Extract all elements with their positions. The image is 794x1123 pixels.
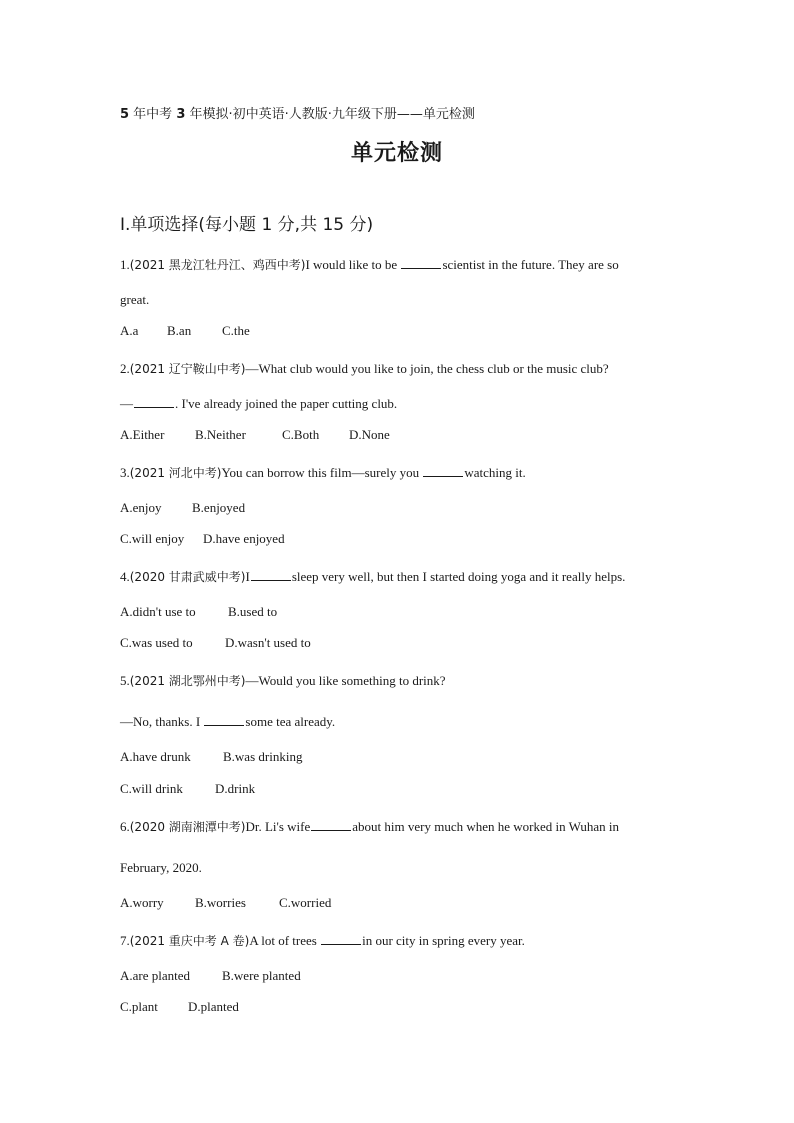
question-number: 5. [120,673,130,688]
question-number: 6. [120,819,130,834]
header-text-rest: ·初中英语·人教版·九年级下册——单元检测 [228,107,475,122]
question-1-options [120,323,250,339]
question-text: —No, thanks. I [120,714,204,729]
question-5-options-row-1 [120,749,302,765]
question-4-options-row-2 [120,635,311,651]
option-d: D.wasn't used to [225,635,311,650]
question-text: about him very much when he worked in Wuhan in [352,819,620,834]
header-text-1: 年中考 [129,107,177,122]
question-source: (2021 辽宁鞍山中考) [129,362,246,376]
option-a: A.enjoy [120,500,162,515]
question-5-line-2 [120,714,335,730]
answer-blank [311,819,351,831]
question-1-continuation: great. [120,292,150,307]
header-number-2: 3 [176,107,186,122]
answer-blank [423,465,463,477]
question-6-stem [120,819,619,835]
section-heading: Ⅰ.单项选择(每小题 1 分,共 15 分) [120,215,374,235]
question-source: (2021 黑龙江牡丹江、鸡西中考) [129,258,306,272]
answer-blank [401,257,441,269]
option-b: B.enjoyed [192,500,246,515]
option-b: B.worries [195,895,246,910]
question-3-stem [120,465,526,481]
question-number: 3. [120,465,130,480]
answer-blank [251,569,291,581]
header-text-2: 年模拟 [185,107,229,122]
option-b: B.an [167,323,192,338]
question-5-stem [120,673,446,689]
question-text: — [120,396,133,411]
question-text: I [245,569,250,584]
question-3-options-row-1 [120,500,245,516]
question-1-stem [120,257,619,273]
option-c: C.the [222,323,250,338]
option-b: B.were planted [222,968,301,983]
header-number-1: 5 [120,107,130,122]
option-c: C.worried [279,895,332,910]
question-text: in our city in spring every year. [362,933,525,948]
option-d: D.have enjoyed [203,531,285,546]
option-a: A.have drunk [120,749,191,764]
option-c: C.was used to [120,635,193,650]
option-b: B.Neither [195,427,246,442]
question-6-continuation: February, 2020. [120,860,202,875]
option-d: D.drink [215,781,256,796]
question-7-stem [120,933,525,949]
question-7-options-row-2 [120,999,239,1015]
answer-blank [134,396,174,408]
question-text: I would like to be [305,257,401,272]
question-4-stem [120,569,625,585]
question-7-options-row-1 [120,968,301,984]
question-text: A lot of trees [249,933,321,948]
page-title: 单元检测 [350,141,443,166]
question-source: (2021 河北中考) [129,466,222,480]
question-source: (2020 甘肃武威中考) [129,570,246,584]
option-d: D.planted [188,999,239,1014]
question-6-options [120,895,331,911]
running-header [120,103,475,122]
question-text: —Would you like something to drink? [245,673,446,688]
question-3-options-row-2 [120,531,285,547]
answer-blank [204,714,244,726]
question-text: —What club would you like to join, the chess club or the music club? [245,361,609,376]
question-text: . I've already joined the paper cutting club. [175,396,398,411]
option-b: B.was drinking [223,749,303,764]
question-number: 2. [120,361,130,376]
question-text: Dr. Li's wife [245,819,311,834]
question-source: (2021 湖北鄂州中考) [129,674,246,688]
option-b: B.used to [228,604,278,619]
question-number: 4. [120,569,130,584]
option-a: A.didn't use to [120,604,196,619]
option-c: C.Both [282,427,320,442]
question-source: (2020 湖南湘潭中考) [129,820,246,834]
answer-blank [321,933,361,945]
question-2-line-2 [120,396,397,412]
question-number: 1. [120,257,130,272]
question-text: You can borrow this film—surely you [221,465,423,480]
question-text: scientist in the future. They are so [442,257,619,272]
option-d: D.None [349,427,390,442]
option-a: A.are planted [120,968,191,983]
option-a: A.a [120,323,139,338]
question-text: watching it. [464,465,526,480]
question-5-options-row-2 [120,781,255,797]
question-2-stem [120,361,609,377]
option-c: C.will drink [120,781,183,796]
option-a: A.worry [120,895,164,910]
question-text: some tea already. [245,714,336,729]
question-text: sleep very well, but then I started doing yoga and it really helps. [291,569,626,584]
question-4-options-row-1 [120,604,277,620]
question-source: (2021 重庆中考 A 卷) [129,934,250,948]
option-c: C.will enjoy [120,531,185,546]
question-2-options [120,427,390,443]
option-a: A.Either [120,427,165,442]
question-number: 7. [120,933,130,948]
option-c: C.plant [120,999,158,1014]
